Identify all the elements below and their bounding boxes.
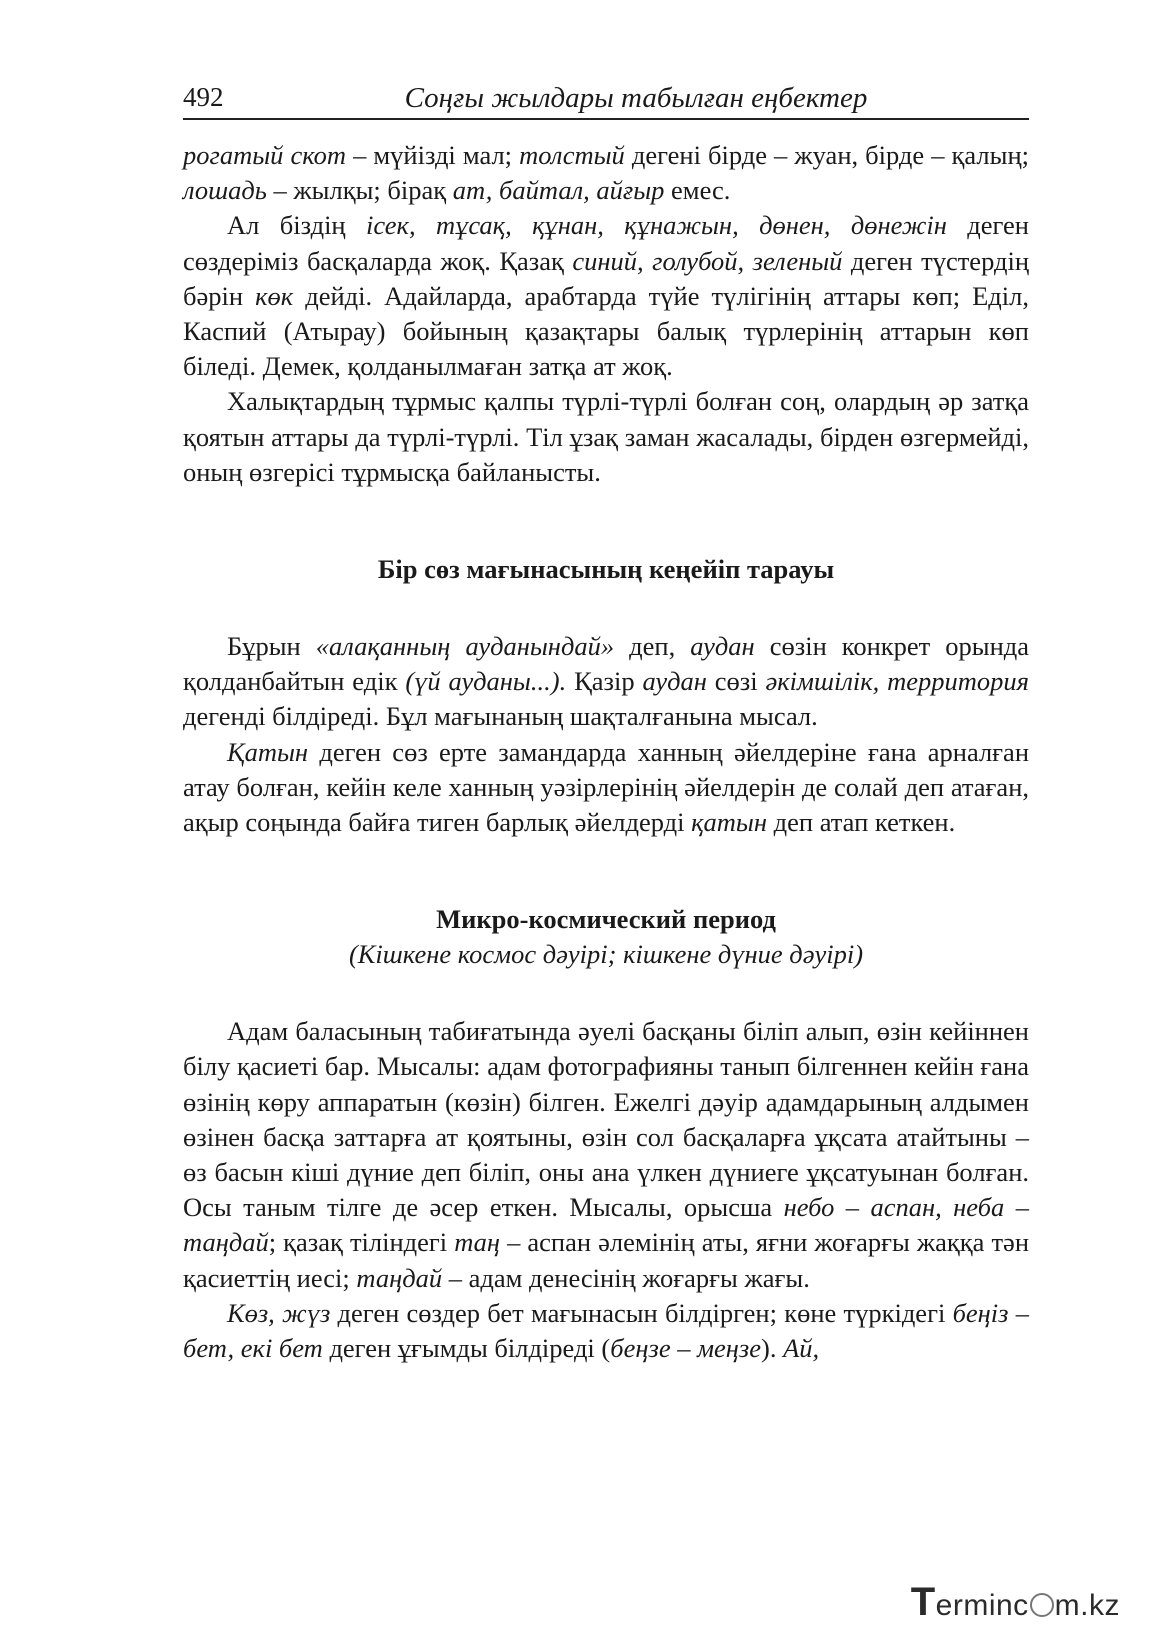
text-run: деген түстердің бәрін — [183, 245, 1029, 311]
running-header — [183, 78, 1029, 120]
text-run: деп атап кеткен. — [767, 807, 956, 838]
italic-term: таң — [454, 1227, 501, 1258]
site-watermark: Terminc m.kz — [910, 1580, 1120, 1624]
paragraph — [183, 735, 1029, 841]
text-run: Адам баласының табиғатында әуелі басқаны біліп алып, өзін кейіннен білу қасиеті бар. Мысалы: адам фотографияны танып білгеннен кейін ғана өзінің көру аппаратын (көзін) білген. Ежелгі дәуір адамдарының алдымен өзінен басқа заттарға ат қоятыны, өзін сол басқаларға ұқсата атайтыны – өз басын кіші дүние деп біліп, оны ана үлкен дүниеге ұқсатуынан болған. Осы таным тілге де әсер еткен. Мысалы, орысша — [183, 1016, 1029, 1223]
italic-term: Қатын — [227, 736, 309, 767]
text-run: деген сөздеріміз басқаларда жоқ. Қазақ — [183, 210, 1029, 276]
text-run: деген сөз ерте замандарда ханның әйелдеріне ғана арналған атау болған, кейін келе ханның уәзірлерінің әйелдерін де солай деп атаған, ақыр соңында байға тиген барлық әйелдерді — [183, 736, 1029, 838]
page-body — [183, 138, 1029, 1366]
text-run: Халықтардың тұрмыс қалпы түрлі-түрлі болған соң, олардың әр затқа қоятын аттары да түрлі-түрлі. Тіл ұзақ заман жасалады, бірден өзгермейді, оның өзгерісі тұрмысқа байланысты. — [183, 386, 1029, 487]
text-run: ; қазақ тіліндегі — [268, 1227, 455, 1258]
text-run: деген сөздер бет мағынасын білдірген; көне түркідегі — [330, 1297, 953, 1328]
paragraph — [183, 208, 1029, 384]
paragraph — [183, 384, 1029, 490]
section-heading: Микро-космический период — [436, 904, 776, 935]
italic-term: аудан — [642, 666, 707, 697]
text-run: дейді. Адайларда, арабтарда түйе түлігінің аттары көп; Еділ, Каспий (Атырау) бойының қазақтары балық түрлерінің аттарын көп біледі. Демек, қолданылмаған затқа ат жоқ. — [183, 280, 1029, 382]
text-run: сөзі — [706, 666, 766, 697]
italic-term: небо – аспан, неба – таңдай — [183, 1192, 1029, 1258]
text-run: дегенді білдіреді. Бұл мағынаның шақталғанына мысал. — [183, 701, 818, 732]
italic-term: рогатый скот — [183, 140, 347, 170]
italic-term: аудан — [690, 631, 755, 662]
text-run: дегені бірде – жуан, бірде – қалың; — [624, 140, 1029, 170]
section-subheading: (Кішкене космос дәуірі; кішкене дүние дәуірі) — [348, 939, 864, 970]
text-run: деген ұғымды білдіреді ( — [322, 1333, 611, 1364]
italic-term: қатын — [691, 807, 768, 838]
paragraph — [183, 1296, 1029, 1366]
italic-term: Көз, жүз — [227, 1297, 331, 1328]
text-run: – адам денесінің жоғарғы жағы. — [442, 1262, 810, 1293]
italic-term: ат, байтал, айғыр — [452, 175, 665, 206]
italic-term: синий, голубой, зеленый — [572, 245, 843, 276]
italic-term: лошадь — [183, 175, 267, 206]
running-title: Соңғы жылдары табылған еңбектер — [404, 82, 868, 114]
paragraph — [183, 1014, 1029, 1296]
italic-term: (үй ауданы...). — [405, 666, 567, 697]
paragraph — [183, 629, 1029, 735]
italic-term: беңзе – меңзе — [610, 1333, 762, 1364]
text-run: – аспан әлемінің аты, яғни жоғарғы жаққа тән қасиеттің иесі; — [183, 1227, 1030, 1293]
text-run: Қазір — [566, 666, 643, 697]
text-run: – мүйізді мал; — [346, 140, 520, 170]
section-heading: Бір сөз мағынасының кеңейіп тарауы — [377, 554, 835, 585]
text-run: деп, — [614, 631, 691, 662]
text-run: сөзін конкрет орында қолданбайтын едік — [183, 631, 1030, 697]
italic-term: көк — [255, 280, 294, 311]
italic-term: толстый — [519, 140, 625, 170]
text-run: Ал біздің — [227, 210, 367, 241]
text-run: емес. — [664, 175, 731, 206]
italic-term: «алақанның ауданындай» — [315, 631, 615, 662]
italic-term: беңіз – бет, екі бет — [183, 1297, 1029, 1364]
paragraph — [183, 138, 1029, 208]
italic-term: әкімшілік, территория — [765, 666, 1029, 697]
text-run: Бұрын — [227, 631, 316, 662]
page-number: 492 — [183, 82, 224, 112]
italic-term: ісек, тұсақ, құнан, құнажын, дөнен, дөнежін — [366, 210, 947, 241]
text-run: ). — [761, 1333, 784, 1364]
ring-icon — [1030, 1593, 1054, 1617]
italic-term: таңдай — [356, 1262, 443, 1293]
italic-term: Ай, — [783, 1333, 820, 1364]
text-run: – жылқы; бірақ — [266, 175, 453, 206]
